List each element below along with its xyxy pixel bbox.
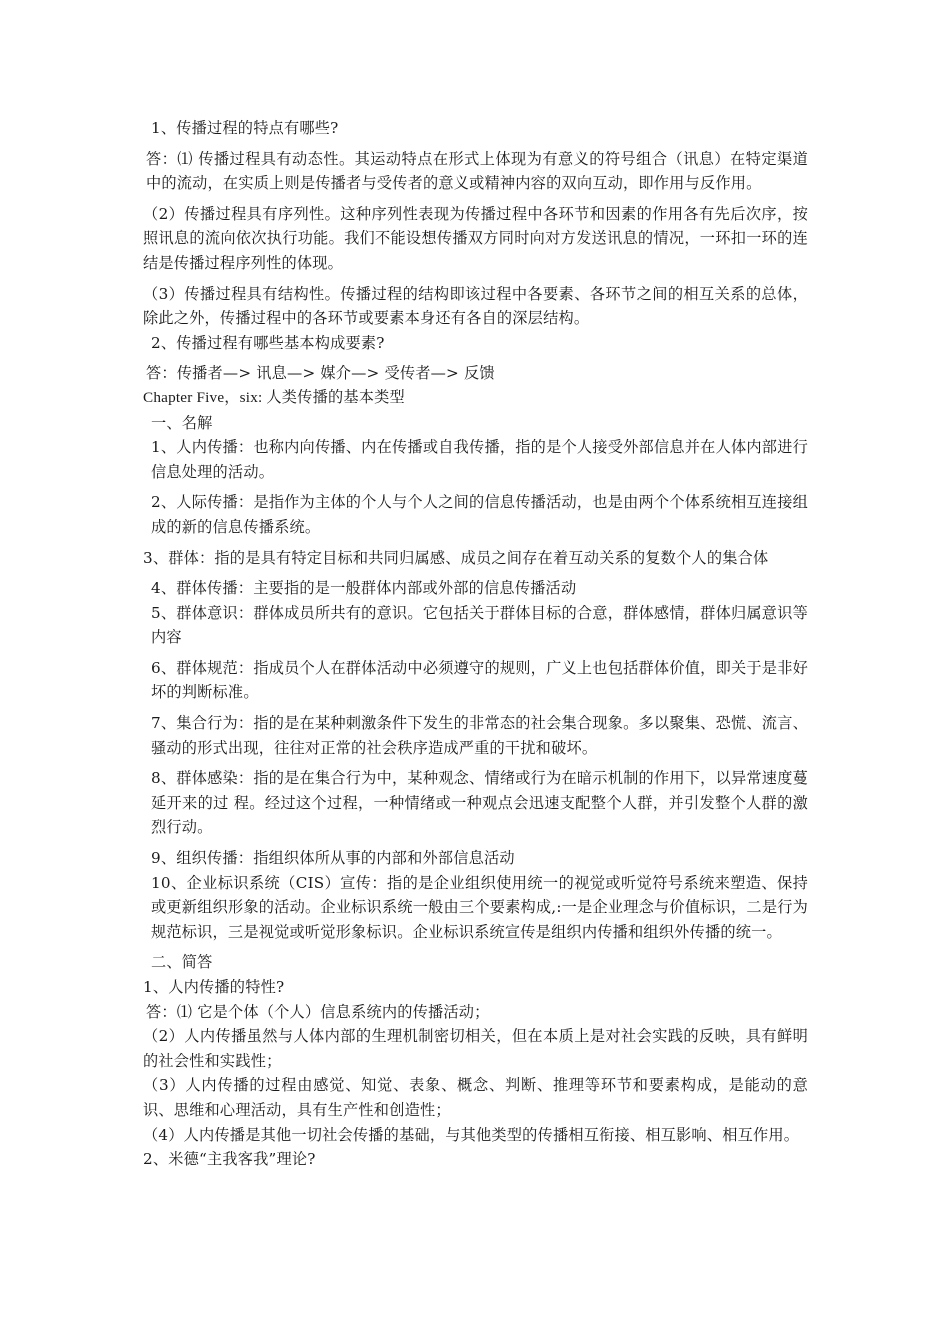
definition-1: 1、人内传播：也称内向传播、内在传播或自我传播，指的是个人接受外部信息并在人体内部进行信息处理的活动。 [151,438,808,481]
short-answer-question-1: 1、人内传播的特性? [143,978,285,996]
section-heading-terms: 一、名解 [151,413,213,432]
short-answer-1-part-2: （2）人内传播虽然与人体内部的生理机制密切相关，但在本质上是对社会实践的反映，具有鲜明的社会性和实践性； [143,1027,808,1070]
definition-7: 7、集合行为：指的是在某种刺激条件下发生的非常态的社会集合现象。多以聚集、恐慌、流言、骚动的形式出现，往往对正常的社会秩序造成严重的干扰和破坏。 [151,714,808,757]
section-heading-short-answer: 二、简答 [151,953,213,972]
answer-1-part-3: （3）传播过程具有结构性。传播过程的结构即该过程中各要素、各环节之间的相互关系的总体，除此之外，传播过程中的各环节或要素本身还有各自的深层结构。 [143,284,808,328]
question-2: 2、传播过程有哪些基本构成要素? [151,333,385,352]
definition-10: 10、企业标识系统（CIS）宣传：指的是企业组织使用统一的视觉或听觉符号系统来塑造、保持或更新组织形象的活动。企业标识系统一般由三个要素构成,:一是企业理念与价值标识，二是行为规范标识，三是视觉或听觉形象标识。企业标识系统宣传是组织内传播和组织外传播的统一。 [151,873,808,941]
short-answer-1-part-1: 答：⑴ 它是个体（个人）信息系统内的传播活动； [146,1002,490,1021]
chapter-heading: Chapter Five，six: 人类传播的基本类型 [143,388,405,406]
definition-8: 8、群体感染：指的是在集合行为中，某种观念、情绪或行为在暗示机制的作用下，以异常速度蔓延开来的过 程。经过这个过程，一种情绪或一种观点会迅速支配整个人群，并引发整个人群的激烈行动。 [151,769,808,837]
definition-5: 5、群体意识：群体成员所共有的意识。它包括关于群体目标的合意，群体感情，群体归属意识等内容 [151,603,808,647]
short-answer-question-2: 2、米德“主我客我”理论? [143,1150,316,1169]
answer-2: 答：传播者—> 讯息—> 媒介—> 受传者—> 反馈 [146,364,495,383]
short-answer-1-part-4: （4）人内传播是其他一切社会传播的基础，与其他类型的传播相互衔接、相互影响、相互作用。 [143,1125,800,1144]
answer-1-part-2: （2）传播过程具有序列性。这种序列性表现为传播过程中各环节和因素的作用各有先后次序，按照讯息的流向依次执行功能。我们不能设想传播双方同时向对方发送讯息的情况，一环扣一环的连结是传播过程序列性的体现。 [143,204,808,272]
definition-9: 9、组织传播：指组织体所从事的内部和外部信息活动 [151,849,515,868]
definition-2: 2、人际传播：是指作为主体的个人与个人之间的信息传播活动，也是由两个个体系统相互连接组成的新的信息传播系统。 [151,493,808,536]
document-page [143,116,808,1172]
question-1: 1、传播过程的特点有哪些? [151,119,339,137]
short-answer-1-part-3: （3）人内传播的过程由感觉、知觉、表象、概念、判断、推理等环节和要素构成，是能动的意识、思维和心理活动，具有生产性和创造性； [143,1076,808,1119]
answer-1-part-1: 答：⑴ 传播过程具有动态性。其运动特点在形式上体现为有意义的符号组合（讯息）在特定渠道中的流动，在实质上则是传播者与受传者的意义或精神内容的双向互动，即作用与反作用。 [146,149,808,193]
definition-6: 6、群体规范：指成员个人在群体活动中必须遵守的规则，广义上也包括群体价值，即关于是非好坏的判断标准。 [151,658,808,702]
definition-4: 4、群体传播：主要指的是一般群体内部或外部的信息传播活动 [151,579,577,598]
definition-3: 3、群体：指的是具有特定目标和共同归属感、成员之间存在着互动关系的复数个人的集合体 [143,548,769,567]
